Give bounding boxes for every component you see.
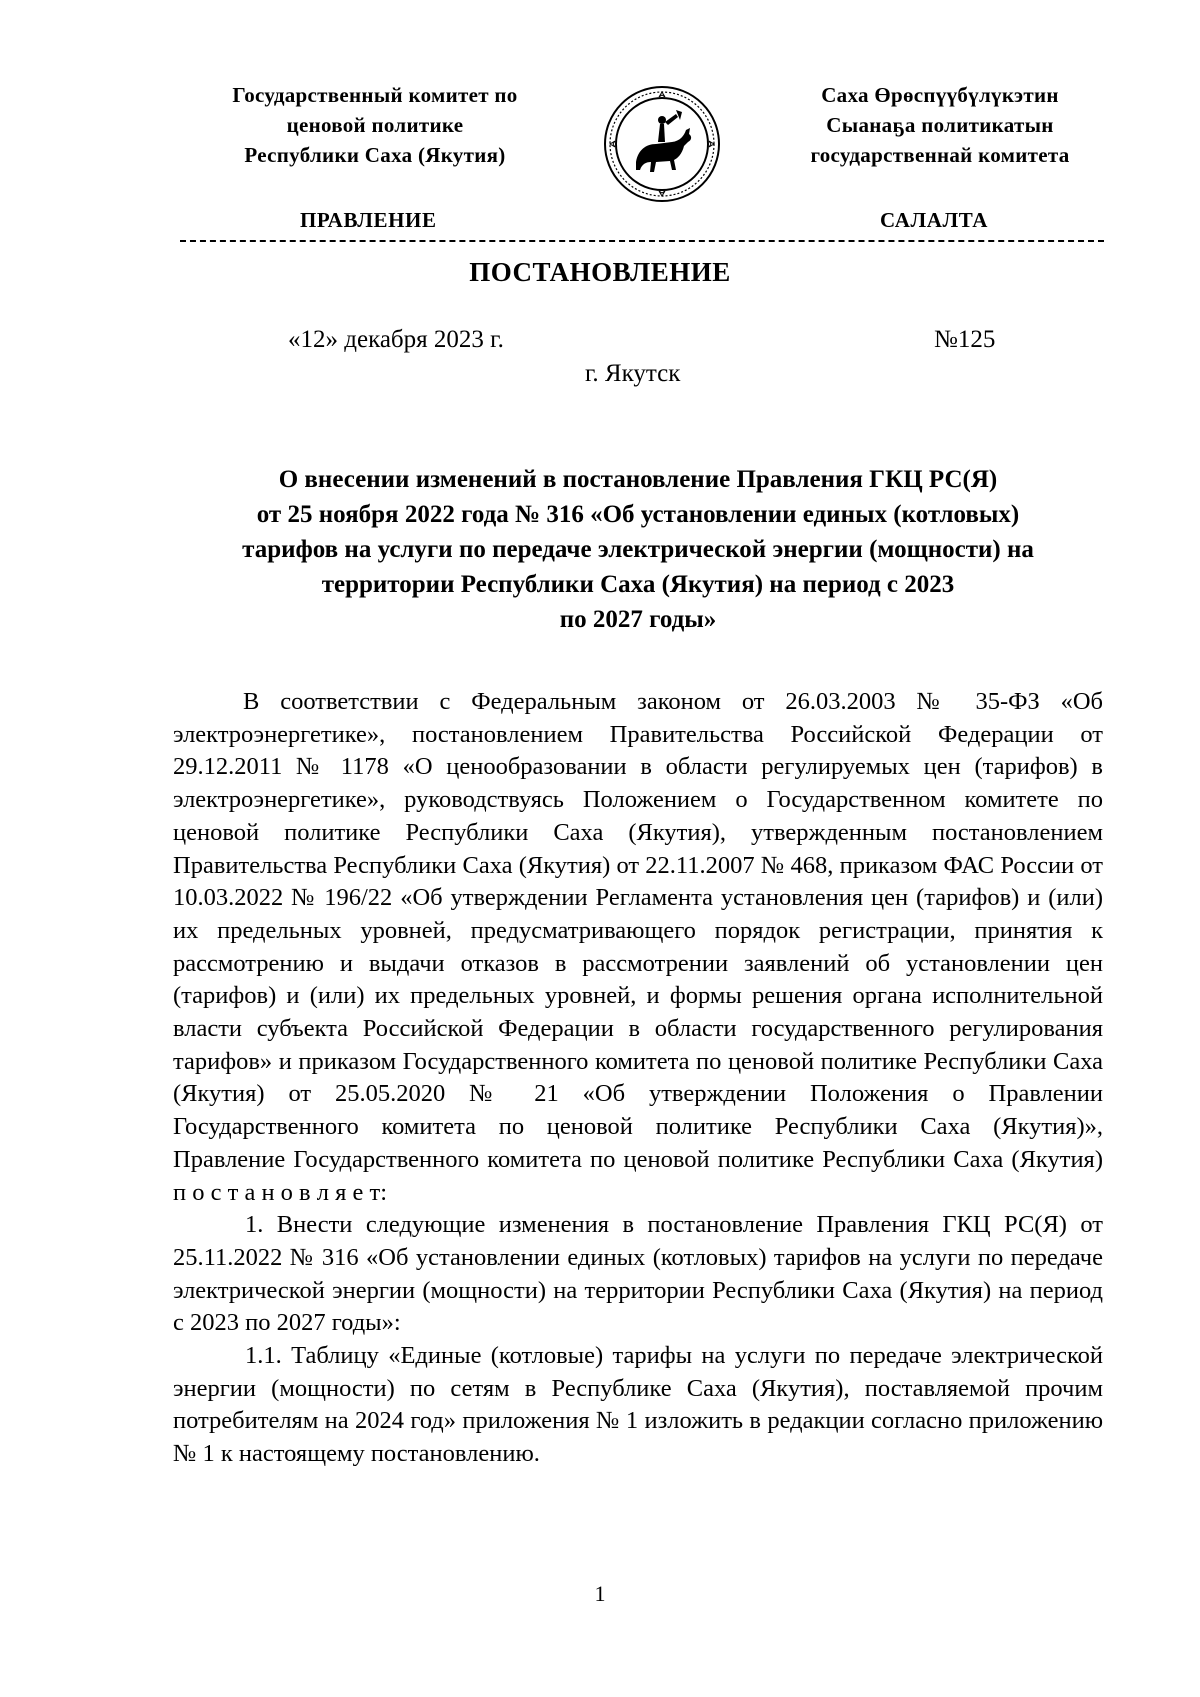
title-line: О внесении изменений в постановление Правления ГКЦ РС(Я) (278, 466, 998, 493)
issuer-line: ценовой политике (286, 113, 464, 137)
issuer-line: Саха Өрөспүүбүлүкэтин (821, 83, 1059, 107)
body-paragraph-item-1-1: 1.1. Таблицу «Единые (котловые) тарифы на услуги по передаче электрической энергии (мощности) по сетям в Республике Саха (Якутия), поставляемой прочим потребителям на 2024 год» приложения № 1 изложить в редакции согласно приложению № 1 к настоящему постановлению. (173, 1342, 1103, 1468)
issuer-name-yakut (760, 80, 1120, 170)
coat-of-arms-emblem-icon (602, 84, 722, 204)
issuer-line: государственнай комитета (810, 143, 1070, 167)
document-type-heading: ПОСТАНОВЛЕНИЕ (469, 257, 731, 287)
document-city: г. Якутск (585, 360, 681, 387)
body-paragraph-preamble: В соответствии с Федеральным законом от 26.03.2003 № 35-ФЗ «Об электроэнергетике», постановлением Правительства Российской Федерации от 29.12.2011 № 1178 «О ценообразовании в области регулируемых цен (тарифов) в электроэнергетике», руководствуясь Положением о Государственном комитете по ценовой политике Республики Саха (Якутия), утвержденным постановлением Правительства Республики Саха (Якутия) от 22.11.2007 № 468, приказом ФАС России от 10.03.2022 № 196/22 «Об утверждении Регламента установления цен (тарифов) и (или) их предельных уровней, предусматривающего порядок регистрации, принятия к рассмотрению и выдачи отказов в рассмотрении заявлений об установлении цен (тарифов) и (или) их предельных уровней, и формы решения органа исполнительной власти субъекта Российской Федерации в области государственного регулирования тарифов» и приказом Государственного комитета по ценовой политике Республики Саха (Якутия) от 25.05.2020 № 21 «Об утверждении Положения о Правлении Государственного комитета по ценовой политике Республики Саха (Якутия)», Правление Государственного комитета по ценовой политике Республики Саха (Якутия) п о с т а н о в л я е т: (173, 688, 1103, 1206)
title-line: от 25 ноября 2022 года № 316 «Об установлении единых (котловых) (256, 501, 1020, 528)
body-paragraph-item-1: 1. Внести следующие изменения в постановление Правления ГКЦ РС(Я) от 25.11.2022 № 316 «Об установлении единых (котловых) тарифов на услуги по передаче электрической энергии (мощности) на территории Республики Саха (Якутия) на период с 2023 по 2027 годы»: (173, 1211, 1103, 1337)
title-line: тарифов на услуги по передаче электрической энергии (мощности) на (242, 536, 1034, 563)
document-title (176, 462, 1100, 637)
document-date: «12» декабря 2023 г. (288, 326, 504, 353)
title-line: по 2027 годы» (559, 606, 717, 633)
issuer-line: Государственный комитет по (232, 83, 518, 107)
issuer-line: Сыанаҕа политикатын (826, 113, 1054, 137)
title-line: территории Республики Саха (Якутия) на период с 2023 (321, 571, 955, 598)
issuer-line: Республики Саха (Якутия) (244, 143, 506, 167)
board-label-yakut: САЛАЛТА (880, 208, 989, 232)
document-body (173, 686, 1103, 1471)
document-number: №125 (934, 326, 996, 353)
page-number: 1 (594, 1581, 606, 1606)
board-label-russian: ПРАВЛЕНИЕ (300, 208, 437, 232)
header-separator (180, 240, 1104, 242)
issuer-name-russian (170, 80, 580, 170)
